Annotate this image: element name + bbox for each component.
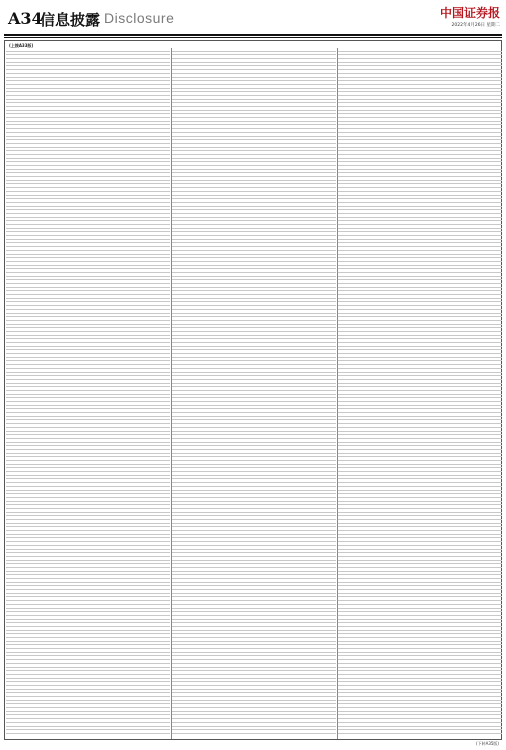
table-cell-date — [116, 730, 134, 734]
table-cell-amount — [302, 730, 312, 734]
table-column-middle — [171, 48, 336, 739]
masthead — [0, 0, 506, 36]
table-cell-name — [25, 730, 73, 734]
table-row — [6, 730, 170, 734]
table-cell-percent — [148, 730, 157, 734]
table-column-left — [6, 48, 170, 739]
table-cell-desc — [240, 730, 280, 734]
table-cell-desc — [74, 730, 114, 734]
continued-from-label: (上接A33版) — [9, 43, 34, 48]
masthead-rule-thin — [4, 37, 502, 38]
table-row — [172, 730, 336, 734]
table-column-right — [337, 48, 502, 739]
table-cell-index — [173, 730, 179, 734]
table-cell-code — [14, 730, 24, 734]
newspaper-logo: 中国证券报 — [439, 6, 500, 20]
section-title-en: Disclosure — [104, 10, 175, 26]
table-cell-index — [7, 730, 13, 734]
table-cell-amount — [136, 730, 146, 734]
disclosure-table — [4, 40, 502, 740]
section-number: A34 — [8, 9, 43, 28]
section-title-cn: 信息披露 — [40, 11, 101, 29]
table-cell-date — [282, 730, 300, 734]
table-cell-note — [325, 730, 335, 734]
table-cell-note — [159, 730, 169, 734]
table-cell-percent — [314, 730, 323, 734]
dateline: 2022年4月26日 星期二 — [451, 23, 500, 28]
masthead-rule — [4, 34, 502, 36]
table-cell-name — [191, 730, 239, 734]
table-cell-code — [180, 730, 190, 734]
